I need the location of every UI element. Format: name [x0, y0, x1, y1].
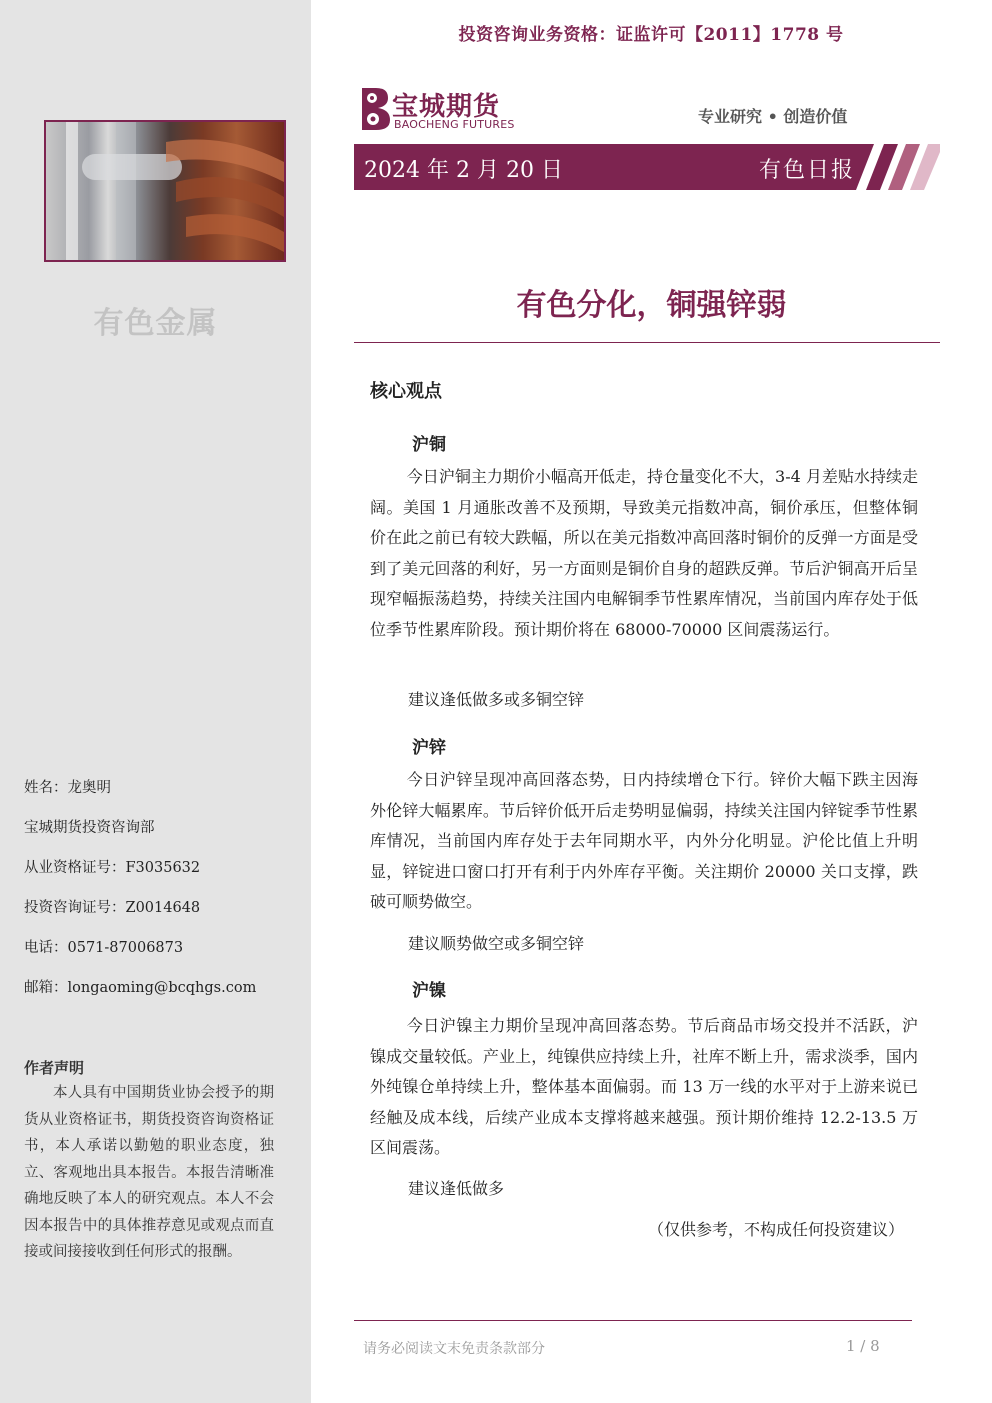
- disclaimer-note: （仅供参考，不构成任何投资建议）: [648, 1220, 905, 1239]
- report-date: 2024 年 2 月 20 日: [364, 158, 563, 183]
- contact-info: [24, 776, 256, 1016]
- nickel-advice: 建议逢低做多: [408, 1179, 505, 1198]
- copper-advice: 建议逢低做多或多铜空锌: [408, 690, 585, 709]
- slogan: 专业研究 • 创造价值: [698, 107, 848, 126]
- author-statement: [24, 1056, 274, 1266]
- company-logo: [356, 84, 526, 134]
- report-title: 有色分化，铜强锌弱: [516, 288, 787, 323]
- phone: 电话：0571-87006873: [24, 940, 184, 956]
- zinc-heading: 沪锌: [412, 738, 446, 758]
- footer-text: 请务必阅读文末免责条款部分: [363, 1341, 545, 1357]
- report-type: 有色日报: [759, 158, 856, 183]
- sector-title: 有色金属: [93, 306, 218, 341]
- logo-mark-icon: [356, 84, 392, 132]
- nickel-heading: 沪镍: [412, 981, 446, 1001]
- nickel-body: 今日沪镍主力期价呈现冲高回落态势。节后商品市场交投并不活跃，沪镍成交量较低。产业上，纯镍供应持续上升，社库不断上升，需求淡季，国内外纯镍仓单持续上升，整体基本面偏弱。而 13 万一线的水平对于上游来说已经触及成本线，后续产业成本支撑将越来越强。预计期价维持 12.2-13.5 万区间震荡。: [370, 1016, 918, 1157]
- copper-coil-illustration: [46, 122, 284, 260]
- analyst-name: 姓名：龙奥明: [24, 780, 111, 796]
- consulting-number: 投资咨询证号：Z0014648: [24, 900, 201, 916]
- license-line: 投资咨询业务资格：证监许可【2011】1778 号: [458, 25, 844, 45]
- statement-body: 本人具有中国期货业协会授予的期货从业资格证书，期货投资咨询资格证书，本人承诺以勤勉的职业态度，独立、客观地出具本报告。本报告清晰准确地反映了本人的研究观点。本人不会因本报告中的具体推荐意见或观点而直接或间接接收到任何形式的报酬。: [24, 1085, 274, 1260]
- copper-body: 今日沪铜主力期价小幅高开低走，持仓量变化不大，3-4 月差贴水持续走阔。美国 1 月通胀改善不及预期，导致美元指数冲高，铜价承压，但整体铜价在此之前已有较大跌幅，所以在美元指数冲高回落时铜价的反弹一方面是受到了美元回落的利好，另一方面则是铜价自身的超跌反弹。节后沪铜高开后呈现窄幅振荡趋势，持续关注国内电解铜季节性累库情况，当前国内库存处于低位季节性累库阶段。预计期价将在 68000-70000 区间震荡运行。: [370, 467, 918, 639]
- sidebar: [0, 0, 311, 1403]
- zinc-advice: 建议顺势做空或多铜空锌: [408, 934, 585, 953]
- report-banner: [354, 144, 940, 190]
- copper-heading: 沪铜: [412, 435, 446, 455]
- logo-chinese: 宝城期货: [392, 92, 501, 122]
- statement-title: 作者声明: [24, 1059, 85, 1077]
- title-divider: [354, 342, 940, 343]
- section-title: 核心观点: [370, 381, 442, 402]
- cover-image: [44, 120, 286, 262]
- logo-english: BAOCHENG FUTURES: [394, 118, 515, 131]
- footer-divider: [354, 1320, 912, 1321]
- zinc-body: 今日沪锌呈现冲高回落态势，日内持续增仓下行。锌价大幅下跌主因海外伦锌大幅累库。节后锌价低开后走势明显偏弱，持续关注国内锌锭季节性累库情况，当前国内库存处于去年同期水平，内外分化明显。沪伦比值上升明显，锌锭进口窗口打开有利于内外库存平衡。关注期价 20000 关口支撑，跌破可顺势做空。: [370, 770, 918, 911]
- page-number: 1 / 8: [846, 1337, 880, 1355]
- analyst-dept: 宝城期货投资咨询部: [24, 820, 155, 836]
- email: 邮箱：longaoming@bcqhgs.com: [24, 980, 257, 996]
- qualification-number: 从业资格证号：F3035632: [24, 860, 201, 876]
